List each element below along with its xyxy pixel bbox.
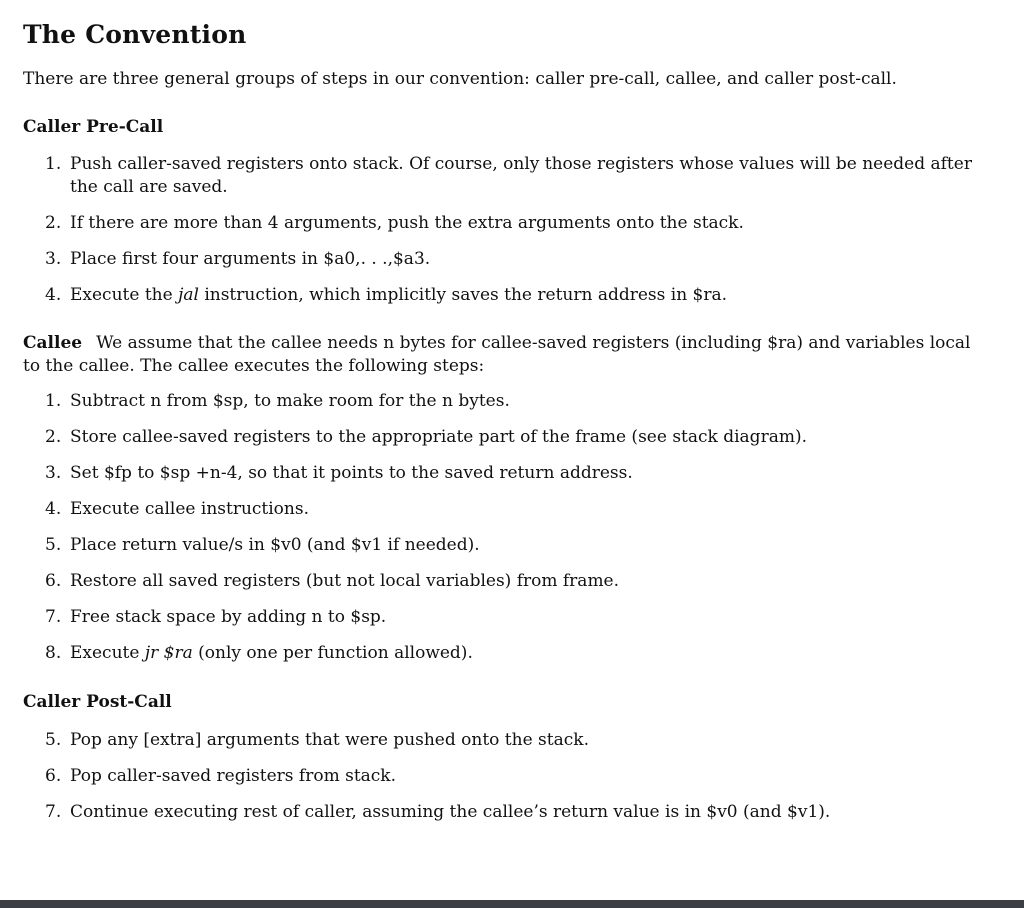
- step-number: 8.: [45, 643, 62, 663]
- callee-heading: Callee: [23, 333, 83, 353]
- list-item: [23, 642, 983, 665]
- jr-ra-instruction: jr $ra: [144, 643, 193, 663]
- callee-description: [23, 332, 983, 378]
- step-text-post: (only one per function allowed).: [192, 643, 473, 663]
- step-text: Subtract n from $sp, to make room for the n bytes.: [70, 391, 510, 411]
- step-number: 6.: [45, 571, 62, 591]
- step-text: Push caller-saved registers onto stack. Of course, only those registers whose values will be needed after the call are saved.: [70, 154, 972, 197]
- jal-instruction: jal: [178, 285, 199, 305]
- step-text: Free stack space by adding n to $sp.: [70, 607, 387, 627]
- step-text: Pop any [extra] arguments that were pushed onto the stack.: [70, 730, 589, 750]
- step-text: Place return value/s in $v0 (and $v1 if needed).: [70, 535, 480, 555]
- step-text: Place first four arguments in $a0,. . .,$a3.: [70, 249, 431, 269]
- step-number: 7.: [45, 802, 62, 822]
- list-item: [23, 801, 983, 824]
- step-number: 4.: [45, 285, 62, 305]
- step-number: 7.: [45, 607, 62, 627]
- list-item: [23, 729, 983, 752]
- window-bottom-bar: [0, 900, 1024, 908]
- list-item: [23, 212, 983, 235]
- step-number: 5.: [45, 535, 62, 555]
- page-title: The Convention: [23, 20, 247, 49]
- step-number: 5.: [45, 730, 62, 750]
- step-number: 2.: [45, 427, 62, 447]
- list-item: [23, 606, 983, 629]
- step-number: 4.: [45, 499, 62, 519]
- step-text: Execute callee instructions.: [70, 499, 309, 519]
- list-item: [23, 248, 983, 271]
- step-number: 1.: [45, 391, 62, 411]
- callee-steps: [23, 390, 983, 678]
- list-item: [23, 534, 983, 557]
- step-text: Pop caller-saved registers from stack.: [70, 766, 397, 786]
- list-item: [23, 570, 983, 593]
- pre-call-heading: Caller Pre-Call: [23, 117, 164, 137]
- step-text: Set $fp to $sp +n-4, so that it points to the saved return address.: [70, 463, 633, 483]
- intro-paragraph: There are three general groups of steps in our convention: caller pre-call, callee, and caller post-call.: [23, 69, 897, 89]
- post-call-heading: Caller Post-Call: [23, 692, 172, 712]
- list-item: [23, 426, 983, 449]
- step-text: Store callee-saved registers to the appropriate part of the frame (see stack diagram).: [70, 427, 807, 447]
- list-item: [23, 390, 983, 413]
- list-item: [23, 498, 983, 521]
- step-text: If there are more than 4 arguments, push the extra arguments onto the stack.: [70, 213, 744, 233]
- step-text-pre: Execute the: [70, 285, 179, 305]
- step-text-pre: Execute: [70, 643, 145, 663]
- list-item: [23, 462, 983, 485]
- post-call-steps: [23, 729, 983, 837]
- callee-description-text: We assume that the callee needs n bytes for callee-saved registers (including $ra) and variables local to the callee. The callee executes the following steps:: [23, 333, 971, 376]
- list-item: [23, 765, 983, 788]
- step-text-post: instruction, which implicitly saves the return address in $ra.: [198, 285, 728, 305]
- list-item: [23, 284, 983, 307]
- step-number: 1.: [45, 154, 62, 174]
- step-number: 2.: [45, 213, 62, 233]
- step-number: 3.: [45, 249, 62, 269]
- list-item: [23, 153, 983, 199]
- step-number: 6.: [45, 766, 62, 786]
- step-text: Restore all saved registers (but not local variables) from frame.: [70, 571, 620, 591]
- pre-call-steps: [23, 153, 983, 320]
- step-text: Continue executing rest of caller, assuming the callee’s return value is in $v0 (and $v1).: [70, 802, 831, 822]
- step-number: 3.: [45, 463, 62, 483]
